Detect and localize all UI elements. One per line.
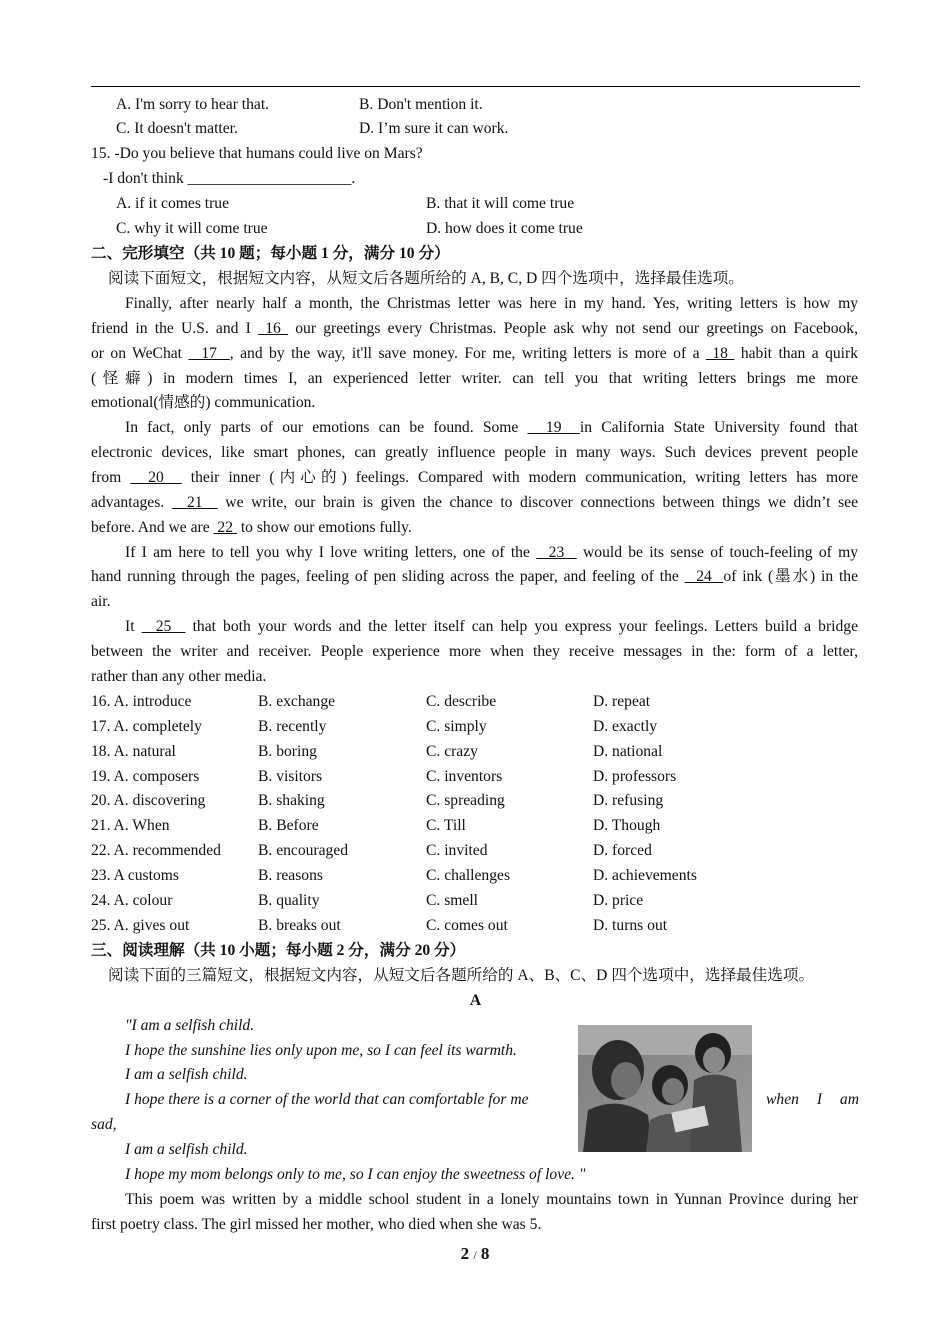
choice-option[interactable]: B. Before — [258, 817, 319, 835]
passage-text: emotional(情感的) communication. — [91, 394, 316, 412]
q14-option-d[interactable]: D. I’m sure it can work. — [359, 120, 509, 137]
choice-option[interactable]: B. shaking — [258, 792, 325, 810]
passage-line — [125, 418, 858, 438]
choice-option[interactable]: B. boring — [258, 742, 317, 760]
choice-option[interactable]: C. spreading — [426, 792, 505, 810]
cloze-blank: 16 — [258, 319, 289, 337]
q15-option-b[interactable]: B. that it will come true — [426, 195, 575, 212]
choice-option[interactable]: 17. A. completely — [91, 717, 202, 735]
passage-text: habit than a quirk — [734, 344, 859, 362]
passage-text: we write, our brain is given the chance to discover connections between things we didn’t see — [217, 493, 859, 511]
passage-a-label: A — [469, 992, 482, 1009]
choice-option[interactable]: 25. A. gives out — [91, 916, 190, 934]
cloze-blank: 20 — [130, 469, 182, 486]
passage-text: between the writer and receiver. People experience more when they receive messages in the: form of a letter, — [91, 642, 858, 660]
passage-line — [91, 369, 858, 389]
page-number — [0, 1244, 950, 1264]
q15-reply-blank: _____________________. — [187, 170, 356, 187]
q15-stem: 15. -Do you believe that humans could live on Mars? — [91, 145, 423, 162]
cloze-blank: 19 — [527, 419, 580, 437]
choice-option[interactable]: D. professors — [593, 767, 677, 785]
q14-option-c[interactable]: C. It doesn't matter. — [116, 120, 238, 137]
after-poem-line-2: first poetry class. The girl missed her mother, who died when she was 5. — [91, 1216, 542, 1233]
choice-option[interactable]: D. national — [593, 742, 663, 760]
poem-line-4: I hope there is a corner of the world that can comfortable for me — [125, 1091, 529, 1108]
passage-line — [91, 518, 412, 538]
cloze-blank: 25 — [141, 618, 186, 635]
passage-text: Finally, after nearly half a month, the Christmas letter was here in my hand. Yes, writing letters is how my — [125, 295, 858, 312]
poem-line-5: I am a selfish child. — [125, 1141, 248, 1158]
passage-text: to show our emotions fully. — [236, 518, 412, 536]
passage-line — [91, 567, 858, 587]
choice-option[interactable]: D. repeat — [593, 693, 651, 710]
section3-heading: 三、阅读理解（共 10 小题；每小题 2 分，满分 20 分） — [91, 942, 466, 959]
choice-option[interactable]: C. simply — [426, 717, 487, 735]
choice-option[interactable]: C. comes out — [426, 916, 508, 934]
passage-text: In fact, only parts of our emotions can be found. Some — [125, 419, 528, 437]
choice-option[interactable]: D. Though — [593, 817, 661, 835]
section2-instruction: 阅读下面短文，根据短文内容，从短文后各题所给的 A, B, C, D 四个选项中，选择最佳选项。 — [108, 270, 744, 287]
passage-text: hand running through the pages, feeling of pen sliding across the paper, and feeling of the — [91, 568, 685, 586]
cloze-blank: 21 — [171, 493, 218, 511]
passage-line — [91, 344, 858, 364]
passage-text: of ink (墨水) in the — [723, 568, 859, 586]
passage-text: electronic devices, like smart phones, can greatly influence people in many ways. Such devices prevent people — [91, 444, 858, 462]
choice-option[interactable]: 18. A. natural — [91, 742, 176, 760]
choice-option[interactable]: D. exactly — [593, 717, 658, 735]
q14-option-a[interactable]: A. I'm sorry to hear that. — [116, 96, 270, 113]
passage-line — [91, 667, 266, 687]
choice-option[interactable]: C. describe — [426, 693, 497, 710]
children-reading-photo — [578, 1025, 752, 1152]
passage-line — [91, 493, 858, 513]
choice-option[interactable]: B. exchange — [258, 693, 336, 710]
passage-text: It — [125, 618, 142, 635]
choice-option[interactable]: C. smell — [426, 891, 478, 909]
choice-option[interactable]: D. price — [593, 891, 644, 909]
choice-option[interactable]: 21. A. When — [91, 817, 170, 835]
q15-option-c[interactable]: C. why it will come true — [116, 220, 268, 237]
passage-text: our greetings every Christmas. People ask why not send our greetings on Facebook, — [288, 319, 858, 337]
after-poem-line-1: This poem was written by a middle school student in a lonely mountains town in Yunnan Province during her — [125, 1191, 858, 1208]
passage-text: (怪癖) in modern times I, an experienced letter writer. can tell you that writing letters brings me more — [91, 369, 858, 387]
choice-option[interactable]: 22. A. recommended — [91, 842, 221, 860]
choice-option[interactable]: C. crazy — [426, 742, 478, 760]
choice-option[interactable]: B. visitors — [258, 767, 323, 785]
passage-text: air. — [91, 593, 111, 611]
poem-line-3: I am a selfish child. — [125, 1066, 248, 1083]
cloze-blank: 23 — [536, 543, 577, 561]
choice-option[interactable]: 24. A. colour — [91, 891, 173, 909]
choice-option[interactable]: 20. A. discovering — [91, 792, 206, 810]
choice-option[interactable]: C. invited — [426, 842, 488, 860]
choice-option[interactable]: C. Till — [426, 817, 466, 835]
passage-text: their inner (内心的) feelings. Compared with modern communication, writing letters has more — [181, 469, 859, 486]
passage-text: advantages. — [91, 493, 172, 511]
choice-option[interactable]: D. turns out — [593, 916, 668, 934]
passage-text: rather than any other media. — [91, 667, 267, 685]
choice-option[interactable]: B. reasons — [258, 867, 323, 884]
passage-text: If I am here to tell you why I love writing letters, one of the — [125, 543, 537, 561]
choice-option[interactable]: D. forced — [593, 842, 652, 860]
passage-text: or on WeChat — [91, 344, 189, 362]
passage-line — [125, 617, 858, 637]
cloze-blank: 22 — [213, 518, 237, 536]
passage-line — [125, 543, 858, 563]
q15-reply — [103, 169, 355, 189]
passage-text: would be its sense of touch-feeling of my — [576, 543, 859, 561]
choice-option[interactable]: 19. A. composers — [91, 767, 200, 785]
passage-line — [91, 592, 110, 612]
q15-reply-prefix: -I don't think — [103, 170, 188, 187]
choice-option[interactable]: C. inventors — [426, 767, 503, 785]
poem-line-6: I hope my mom belongs only to me, so I can enjoy the sweetness of love. " — [125, 1166, 586, 1183]
page-current: 2 — [460, 1244, 470, 1263]
cloze-blank: 24 — [684, 568, 724, 586]
poem-line-1: "I am a selfish child. — [125, 1017, 255, 1034]
q15-option-d[interactable]: D. how does it come true — [426, 220, 583, 237]
choice-option[interactable]: B. recently — [258, 717, 327, 735]
passage-text: from — [91, 469, 131, 486]
passage-text: , and by the way, it'll save money. For me, writing letters is more of a — [229, 344, 706, 362]
passage-line — [91, 443, 858, 463]
choice-option[interactable]: B. quality — [258, 891, 320, 909]
header-rule — [91, 86, 860, 87]
passage-line — [91, 393, 315, 413]
section2-heading: 二、完形填空（共 10 题；每小题 1 分，满分 10 分） — [91, 245, 450, 262]
choice-option[interactable]: D. refusing — [593, 792, 664, 810]
passage-line — [91, 642, 858, 662]
page-separator: / — [473, 1248, 477, 1262]
choice-option[interactable]: D. achievements — [593, 867, 697, 884]
passage-line — [91, 468, 858, 488]
passage-text: in California State University found that — [579, 419, 858, 437]
poem-line-2: I hope the sunshine lies only upon me, so I can feel its warmth. — [125, 1042, 517, 1059]
passage-line — [125, 294, 858, 314]
q14-option-b[interactable]: B. Don't mention it. — [359, 96, 483, 113]
section3-instruction: 阅读下面的三篇短文，根据短文内容，从短文后各题所给的 A、B、C、D 四个选项中，选择最佳选项。 — [108, 967, 815, 984]
choice-option[interactable]: C. challenges — [426, 867, 511, 884]
passage-text: friend in the U.S. and I — [91, 319, 259, 337]
passage-text: before. And we are — [91, 518, 214, 536]
q15-option-a[interactable]: A. if it comes true — [116, 195, 230, 212]
cloze-blank: 17 — [188, 344, 230, 362]
passage-line — [91, 319, 858, 339]
page-total: 8 — [480, 1244, 490, 1263]
choice-option[interactable]: 16. A. introduce — [91, 693, 192, 710]
choice-option[interactable]: B. breaks out — [258, 916, 341, 934]
poem-line-4-tail: when I am — [766, 1091, 859, 1108]
passage-text: that both your words and the letter itself can help you express your feelings. Letters build a bridge — [185, 618, 858, 635]
choice-option[interactable]: B. encouraged — [258, 842, 349, 860]
choice-option[interactable]: 23. A customs — [91, 867, 179, 884]
poem-line-4-wrap: sad, — [91, 1116, 117, 1133]
cloze-blank: 18 — [705, 344, 735, 362]
